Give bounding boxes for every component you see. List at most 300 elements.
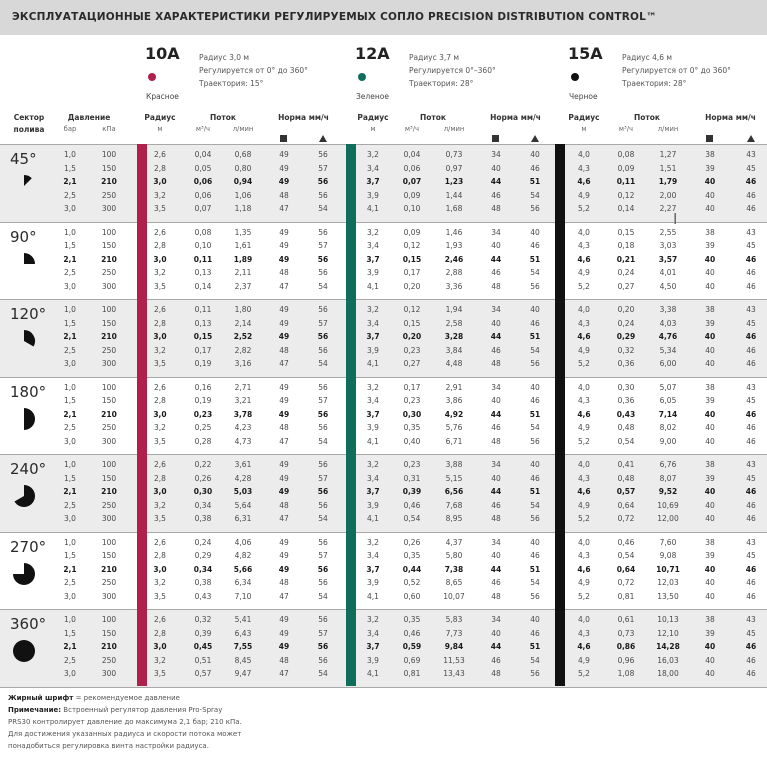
table-cell: 5,2 [578, 281, 590, 291]
pressure-cell: 3,0 [64, 669, 76, 678]
table-cell: 3,5 [154, 204, 166, 213]
table-cell: 56 [317, 409, 329, 419]
table-cell: 0,23 [403, 396, 421, 405]
nozzle-spec-line: Регулируется от 0° до 360° [622, 66, 731, 75]
column-header: Поток [633, 113, 661, 122]
table-cell: 44 [490, 177, 502, 186]
table-cell: 34 [491, 460, 501, 469]
table-cell: 4,92 [444, 409, 464, 419]
table-cell: 3,84 [445, 345, 463, 355]
table-cell: 7,73 [445, 628, 463, 638]
table-cell: 4,3 [578, 551, 590, 560]
pressure-cell: 2,1 [63, 564, 77, 574]
table-cell: 3,03 [659, 241, 677, 250]
table-cell: 46 [745, 254, 757, 264]
pressure-cell: 300 [101, 436, 117, 446]
pressure-cell: 1,0 [64, 227, 76, 237]
table-cell: 51 [529, 487, 541, 496]
table-cell: 3,2 [154, 500, 166, 510]
table-cell: 4,9 [578, 190, 590, 200]
table-cell: 45 [746, 396, 756, 405]
table-cell: 3,4 [367, 473, 379, 483]
table-cell: 9,47 [234, 669, 252, 678]
pressure-cell: 2,1 [63, 642, 77, 651]
footer-line-1: Жирный шрифт = рекомендуемое давление [8, 694, 180, 702]
table-cell: 16,03 [657, 655, 679, 665]
sector-angle: 120° [10, 305, 47, 323]
table-cell: 56 [317, 177, 329, 186]
table-cell: 7,38 [444, 564, 464, 574]
table-cell: 54 [530, 655, 540, 665]
table-cell: 3,5 [154, 281, 166, 291]
table-cell: 3,9 [367, 500, 379, 510]
table-cell: 54 [318, 436, 328, 446]
pressure-cell: 210 [101, 177, 117, 186]
table-cell: 0,22 [194, 460, 212, 469]
table-cell: 0,04 [194, 150, 212, 159]
table-cell: 48 [491, 436, 501, 446]
table-cell: 45 [746, 241, 756, 250]
table-cell: 48 [491, 204, 501, 213]
table-cell: 0,39 [402, 487, 422, 496]
table-cell: 3,78 [233, 409, 253, 419]
table-cell: 48 [491, 591, 501, 601]
table-cell: 3,2 [367, 537, 379, 547]
table-cell: 9,08 [659, 551, 677, 560]
table-cell: 49 [279, 551, 289, 560]
table-cell: 38 [705, 615, 715, 624]
table-cell: 40 [491, 551, 501, 560]
table-cell: 48 [279, 190, 289, 200]
table-cell: 40 [705, 514, 715, 523]
table-cell: 0,14 [617, 204, 635, 213]
table-cell: 43 [746, 615, 756, 624]
table-cell: 46 [745, 487, 757, 496]
table-cell: 46 [746, 591, 756, 601]
pressure-cell: 1,0 [64, 305, 76, 314]
table-cell: 0,94 [233, 177, 253, 186]
pressure-cell: 300 [101, 281, 117, 291]
table-cell: 0,20 [617, 305, 635, 314]
table-cell: 3,7 [366, 332, 380, 341]
nozzle-color-label: Черное [569, 92, 598, 101]
table-cell: 56 [318, 500, 328, 510]
table-cell: 56 [318, 150, 328, 159]
pressure-cell: 210 [101, 487, 117, 496]
column-header: Сектор [13, 113, 45, 122]
table-cell: 0,69 [403, 655, 421, 665]
table-cell: 0,27 [403, 359, 421, 368]
table-cell: 4,6 [577, 409, 591, 419]
column-header: м³/ч [404, 125, 420, 133]
table-cell: 57 [318, 628, 328, 638]
table-cell: 0,39 [194, 628, 212, 638]
pressure-cell: 3,0 [64, 204, 76, 213]
pressure-cell: 150 [101, 551, 117, 560]
table-cell: 0,32 [194, 615, 212, 624]
pressure-cell: 150 [101, 628, 117, 638]
table-cell: 4,9 [578, 268, 590, 277]
table-cell: 46 [530, 473, 540, 483]
table-cell: 10,71 [656, 564, 680, 574]
table-cell: 39 [705, 473, 715, 483]
table-cell: 0,12 [403, 305, 421, 314]
row-separator [0, 687, 767, 688]
table-cell: 56 [530, 359, 540, 368]
sector-angle: 180° [10, 382, 47, 401]
table-cell: 3,16 [234, 359, 252, 368]
table-cell: 54 [530, 500, 540, 510]
table-cell: 2,6 [154, 460, 166, 469]
footer-line-3: PRS30 контролирует давление до максимума 2,1 бар; 210 кПа. [8, 718, 242, 726]
table-cell: 0,26 [194, 473, 212, 483]
nozzle-specs [622, 51, 731, 90]
table-cell: 2,11 [234, 268, 252, 277]
nozzle-name: 15A [568, 44, 603, 63]
table-cell: 49 [278, 409, 290, 419]
table-cell: 0,15 [617, 227, 635, 237]
nozzle-spec-line: Траектория: 15° [199, 79, 264, 88]
table-cell: 49 [279, 615, 289, 624]
table-cell: 49 [278, 177, 290, 186]
table-cell: 56 [318, 423, 328, 432]
table-cell: 1,68 [445, 204, 463, 213]
pressure-cell: 100 [101, 150, 117, 159]
table-cell: 0,27 [617, 281, 635, 291]
pressure-cell: 250 [101, 190, 117, 200]
table-cell: 5,2 [578, 669, 590, 678]
table-cell: 5,64 [234, 500, 252, 510]
table-cell: 0,17 [194, 345, 212, 355]
table-cell: 8,02 [659, 423, 677, 432]
column-header: Норма мм/ч [705, 113, 756, 122]
table-cell: 1,06 [234, 190, 252, 200]
column-header: м³/ч [195, 125, 211, 133]
table-cell: 38 [705, 537, 715, 547]
table-cell: 4,73 [234, 436, 252, 446]
row-separator [0, 609, 767, 610]
table-cell: 54 [530, 345, 540, 355]
table-cell: 3,4 [367, 396, 379, 405]
table-cell: 5,80 [445, 551, 463, 560]
table-cell: 0,59 [402, 642, 422, 651]
table-cell: 12,00 [657, 514, 679, 523]
table-cell: 0,35 [403, 423, 421, 432]
table-cell: 40 [704, 409, 716, 419]
table-cell: 1,08 [617, 669, 635, 678]
table-cell: 3,7 [366, 409, 380, 419]
table-cell: 4,0 [578, 227, 590, 237]
pressure-cell: 250 [101, 500, 117, 510]
table-cell: 56 [318, 460, 328, 469]
table-cell: 0,24 [194, 537, 212, 547]
table-cell: 3,2 [154, 268, 166, 277]
table-cell: 3,5 [154, 436, 166, 446]
table-cell: 0,06 [403, 163, 421, 173]
sector-pie-icon [12, 484, 36, 512]
table-cell: 3,2 [154, 190, 166, 200]
table-cell: 8,95 [445, 514, 463, 523]
table-cell: 56 [318, 345, 328, 355]
table-cell: 49 [278, 332, 290, 341]
table-cell: 51 [529, 177, 541, 186]
table-cell: 3,2 [367, 460, 379, 469]
table-cell: 39 [705, 163, 715, 173]
row-separator [0, 377, 767, 378]
pressure-cell: 2,5 [64, 345, 76, 355]
table-cell: 3,7 [366, 642, 380, 651]
pressure-cell: 250 [101, 345, 117, 355]
table-cell: 39 [705, 318, 715, 328]
table-cell: 0,29 [194, 551, 212, 560]
table-cell: 47 [279, 436, 289, 446]
pressure-cell: 100 [101, 305, 117, 314]
table-cell: 2,55 [659, 227, 677, 237]
table-cell: 0,46 [617, 537, 635, 547]
table-cell: 5,2 [578, 514, 590, 523]
footer-notes [8, 692, 242, 752]
table-cell: 46 [746, 669, 756, 678]
footer-line-5: понадобиться регулировка винта настройки радиуса. [8, 742, 209, 750]
table-cell: 56 [530, 669, 540, 678]
table-cell: 47 [279, 281, 289, 291]
table-cell: 4,37 [445, 537, 463, 547]
table-cell: 0,57 [194, 669, 212, 678]
table-cell: 2,8 [154, 628, 166, 638]
table-cell: 4,0 [578, 615, 590, 624]
table-cell: 0,35 [403, 551, 421, 560]
table-cell: 45 [746, 551, 756, 560]
table-cell: 4,1 [367, 591, 379, 601]
pressure-cell: 1,5 [64, 473, 76, 483]
table-cell: 38 [705, 382, 715, 392]
table-cell: 4,1 [367, 436, 379, 446]
table-cell: 46 [746, 500, 756, 510]
table-cell: 3,7 [366, 177, 380, 186]
table-cell: 4,9 [578, 655, 590, 665]
table-cell: 5,2 [578, 591, 590, 601]
table-cell: 6,71 [445, 436, 463, 446]
table-cell: 40 [491, 628, 501, 638]
table-cell: 11,53 [443, 655, 465, 665]
table-cell: 3,4 [367, 163, 379, 173]
table-cell: 56 [530, 436, 540, 446]
table-cell: 46 [745, 332, 757, 341]
table-cell: 5,41 [234, 615, 252, 624]
table-cell: 48 [491, 359, 501, 368]
table-cell: 46 [530, 396, 540, 405]
table-cell: 49 [278, 487, 290, 496]
table-cell: 56 [318, 190, 328, 200]
table-cell: 0,34 [193, 564, 213, 574]
table-cell: 56 [530, 281, 540, 291]
table-cell: 2,6 [154, 150, 166, 159]
table-cell: 54 [318, 204, 328, 213]
sector-pie-icon [12, 562, 36, 590]
table-cell: 46 [491, 578, 501, 587]
table-cell: 4,0 [578, 460, 590, 469]
table-cell: 0,12 [403, 241, 421, 250]
table-cell: 2,8 [154, 163, 166, 173]
pressure-cell: 3,0 [64, 359, 76, 368]
table-cell: 0,11 [194, 305, 212, 314]
nozzle-color-dot-icon [571, 73, 579, 81]
table-cell: 49 [279, 382, 289, 392]
table-cell: 39 [705, 628, 715, 638]
table-cell: 3,28 [444, 332, 464, 341]
table-cell: 13,43 [443, 669, 465, 678]
table-cell: 48 [279, 500, 289, 510]
table-cell: 1,89 [233, 254, 253, 264]
table-cell: 13,50 [657, 591, 679, 601]
table-cell: 4,6 [577, 642, 591, 651]
pressure-cell: 100 [101, 460, 117, 469]
table-cell: 0,52 [403, 578, 421, 587]
table-cell: 46 [746, 268, 756, 277]
table-cell: 6,56 [444, 487, 464, 496]
pressure-cell: 2,1 [63, 332, 77, 341]
table-cell: 2,37 [234, 281, 252, 291]
table-cell: 40 [705, 359, 715, 368]
table-cell: 0,21 [616, 254, 636, 264]
table-cell: 0,48 [617, 423, 635, 432]
table-cell: 1,18 [234, 204, 252, 213]
table-cell: 6,34 [234, 578, 252, 587]
table-cell: 0,32 [617, 345, 635, 355]
table-cell: 46 [491, 190, 501, 200]
table-cell: 0,35 [403, 615, 421, 624]
table-cell: 48 [279, 345, 289, 355]
table-cell: 56 [317, 642, 329, 651]
table-cell: 48 [491, 514, 501, 523]
table-cell: 1,79 [658, 177, 678, 186]
pressure-cell: 2,5 [64, 423, 76, 432]
table-cell: 0,34 [194, 500, 212, 510]
table-cell: 3,9 [367, 190, 379, 200]
pressure-cell: 1,5 [64, 551, 76, 560]
table-cell: 5,34 [659, 345, 677, 355]
table-cell: 0,48 [617, 473, 635, 483]
table-cell: 3,9 [367, 423, 379, 432]
table-cell: 0,20 [403, 281, 421, 291]
table-cell: 3,0 [153, 409, 167, 419]
row-separator [0, 144, 767, 145]
table-cell: 40 [530, 305, 540, 314]
table-cell: 46 [746, 345, 756, 355]
table-cell: 8,65 [445, 578, 463, 587]
column-header: Давление [67, 113, 111, 122]
table-cell: 47 [279, 359, 289, 368]
table-cell: 8,45 [234, 655, 252, 665]
pressure-cell: 3,0 [64, 436, 76, 446]
table-cell: 5,07 [659, 382, 677, 392]
pressure-cell: 300 [101, 359, 117, 368]
pressure-cell: 2,1 [63, 254, 77, 264]
table-cell: 3,9 [367, 578, 379, 587]
table-cell: 7,55 [233, 642, 253, 651]
pressure-cell: 250 [101, 423, 117, 432]
table-cell: 46 [530, 551, 540, 560]
table-cell: 46 [530, 318, 540, 328]
table-cell: 3,9 [367, 655, 379, 665]
table-cell: 5,83 [445, 615, 463, 624]
table-cell: 0,25 [194, 423, 212, 432]
table-cell: 0,81 [403, 669, 421, 678]
table-cell: 46 [491, 268, 501, 277]
table-cell: 40 [530, 460, 540, 469]
table-cell: 3,0 [153, 642, 167, 651]
column-header: Радиус [357, 113, 389, 122]
table-cell: 4,1 [367, 281, 379, 291]
nozzle-color-dot-icon [358, 73, 366, 81]
table-cell: 0,04 [403, 150, 421, 159]
table-cell: 3,38 [659, 305, 677, 314]
table-cell: 2,6 [154, 305, 166, 314]
table-cell: 40 [705, 591, 715, 601]
table-cell: 0,10 [194, 241, 212, 250]
table-cell: 6,05 [659, 396, 677, 405]
table-cell: 46 [746, 578, 756, 587]
table-cell: 54 [318, 591, 328, 601]
column-header: бар [63, 125, 77, 133]
table-cell: 4,03 [659, 318, 677, 328]
table-cell: 9,00 [659, 436, 677, 446]
table-cell: 47 [279, 591, 289, 601]
sector-angle: 45° [10, 150, 37, 168]
column-header: м [581, 125, 587, 133]
table-cell: 0,08 [194, 227, 212, 237]
table-cell: 54 [530, 423, 540, 432]
table-cell: 2,58 [445, 318, 463, 328]
table-cell: 4,9 [578, 578, 590, 587]
table-cell: 0,86 [616, 642, 636, 651]
table-cell: 7,60 [659, 537, 677, 547]
table-cell: 51 [529, 332, 541, 341]
table-cell: 40 [530, 227, 540, 237]
table-cell: 4,6 [577, 177, 591, 186]
table-cell: 0,29 [616, 332, 636, 341]
pressure-cell: 150 [101, 473, 117, 483]
table-cell: 0,54 [403, 514, 421, 523]
sector-angle: 360° [10, 615, 47, 633]
table-cell: 0,13 [194, 268, 212, 277]
table-cell: 4,01 [659, 268, 677, 277]
table-cell: 57 [318, 241, 328, 250]
table-cell: 10,69 [657, 500, 679, 510]
table-cell: 0,36 [617, 359, 635, 368]
table-cell: 0,12 [617, 190, 635, 200]
table-cell: 4,1 [367, 514, 379, 523]
table-cell: 0,43 [194, 591, 212, 601]
table-cell: 0,73 [445, 150, 463, 159]
table-cell: 3,0 [153, 564, 167, 574]
table-cell: 48 [491, 281, 501, 291]
table-cell: 0,11 [616, 177, 636, 186]
column-header: полива [13, 125, 45, 134]
table-cell: 0,43 [616, 409, 636, 419]
table-cell: 49 [279, 163, 289, 173]
table-cell: 45 [746, 628, 756, 638]
table-cell: 48 [491, 669, 501, 678]
table-cell: 43 [746, 305, 756, 314]
table-cell: 49 [279, 318, 289, 328]
column-header: Радиус [568, 113, 600, 122]
table-cell: 0,15 [193, 332, 213, 341]
table-cell: 7,14 [658, 409, 678, 419]
table-cell: 0,23 [403, 345, 421, 355]
table-cell: 0,23 [193, 409, 213, 419]
table-cell: 8,07 [659, 473, 677, 483]
